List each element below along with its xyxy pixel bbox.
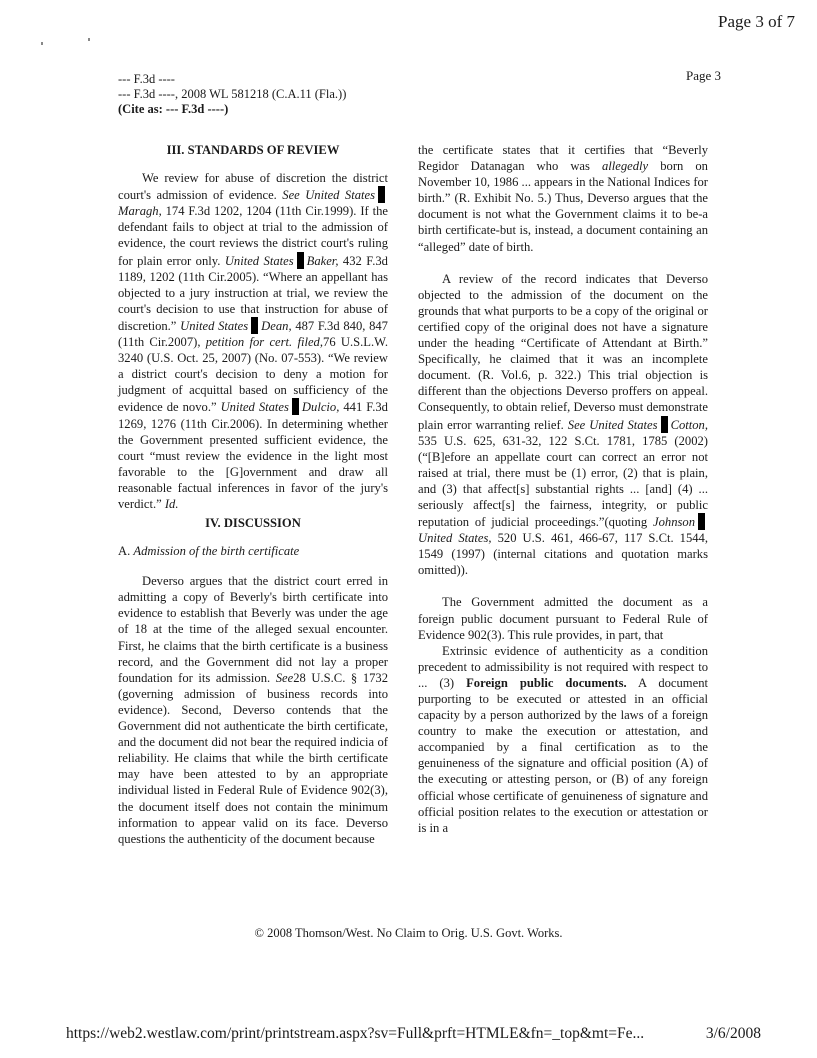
scan-speck xyxy=(41,42,43,45)
left-column-discussion xyxy=(118,515,388,847)
right-paragraph-1: the certificate states that it certifies that “Beverly Regidor Datanagan who was allegedly born on November 10, 1986 ... appears in the National Indices for birth.” (R. Exhibit No. 5.) Thus, Deverso argues that the document is not what the Government claims it to be-a birth certificate-but is, instead, a document containing an “alleged” date of birth. xyxy=(418,143,708,254)
scan-speck xyxy=(88,38,90,41)
standards-of-review-heading: III. STANDARDS OF REVIEW xyxy=(166,143,340,157)
print-url: https://web2.westlaw.com/print/printstream.aspx?sv=Full&prft=HTMLE&fn=_top&mt=Fe... xyxy=(66,1025,645,1042)
redaction-mark xyxy=(378,186,385,203)
redaction-mark xyxy=(251,317,258,334)
page-of-indicator: Page 3 of 7 xyxy=(718,12,795,31)
subheading: A. Admission of the birth certificate xyxy=(118,544,300,559)
redaction-mark xyxy=(698,513,705,530)
print-date: 3/6/2008 xyxy=(705,1025,761,1042)
redaction-mark xyxy=(292,398,299,415)
left-column-top xyxy=(118,142,388,512)
rule-quote-paragraph: Extrinsic evidence of authenticity as a condition precedent to admissibility is not required with respect to ... (3) Foreign public documents. A document purporting to be executed or attested in an official capacity by a person authorized by the laws of a foreign country to make the execution or attestation, and accompanied by a final certification as to the genuineness of the signature and official position (A) of the executing or attesting person, or (B) of any foreign official whose certificate of genuineness of signature and official position relates to the execution or attestation or is in a xyxy=(418,643,708,835)
citation-block xyxy=(118,72,346,117)
standards-paragraph: We review for abuse of discretion the district court's admission of evidence. See United StatesMaragh, 174 F.3d 1202, 1204 (11th Cir.1999). If the defendant fails to object at trial to the admission of evidence, the court reviews the district court's ruling for plain error only. United States Baker, 432 F.3d 1189, 1202 (11th Cir.2005). “Where an appellant has objected to a jury instruction at trial, we review the court's decision to use that instruction for abuse of discretion.” United States Dean, 487 F.3d 840, 847 (11th Cir.2007), petition for cert. filed,76 U.S.L.W. 3240 (U.S. Oct. 25, 2007) (No. 07-553). “We review a district court's decision to deny a motion for judgment of acquittal based on sufficiency of the evidence de novo.” United States Dulcio, 441 F.3d 1269, 1276 (11th Cir.2006). In determining whether the Government presented sufficient evidence, the court “must review the evidence in the light most favorable to the [G]overnment and draw all reasonable factual inferences in favor of the jury's verdict.” Id. xyxy=(118,171,388,511)
discussion-paragraph: Deverso argues that the district court erred in admitting a copy of Beverly's birth certificate into evidence to establish that Beverly was under the age of 18 at the time of the alleged sexual encounter. First, he claims that the birth certificate is a business record, and the Government did not lay a proper foundation for its admission. See28 U.S.C. § 1732 (governing admission of business records into evidence). Second, Deverso contends that the Government did not authenticate the birth certificate, and the document did not bear the required indicia of reliability. He claims that while the birth certificate may have been attested to by an appropriate individual listed in Federal Rule of Evidence 902(3), the document itself does not contain the minimum information to appear valid on its face. Deverso questions the authenticity of the document because xyxy=(118,574,389,846)
right-paragraph-2: A review of the record indicates that Deverso objected to the admission of the document on the grounds that what purports to be a copy of the original or certified copy of the original does not have a signature under the heading “Certificate of Attendant at Birth.” Specifically, he claimed that it was an incomplete document. (R. Vol.6, p. 322.) This trial objection is different than the objections Deverso proffers on appeal. Consequently, to obtain relief, Deverso must demonstrate plain error warranting relief. See United States Cotton, 535 U.S. 625, 631-32, 122 S.Ct. 1781, 1785 (2002) (“[B]efore an appellate court can correct an error not raised at trial, there must be (1) error, (2) that is plain, and (3) that affect[s] substantial rights ... [and] (4) ... seriously affect[s] the fairness, integrity, or public reputation of judicial proceedings.”(quoting JohnsonUnited States, 520 U.S. 461, 466-67, 117 S.Ct. 1544, 1549 (1997) (internal citations and quotation marks omitted)). xyxy=(418,271,709,578)
redaction-mark xyxy=(661,416,668,433)
right-column xyxy=(418,142,708,836)
cite-line-1: --- F.3d ---- xyxy=(118,72,175,86)
page-number: Page 3 xyxy=(685,68,721,83)
cite-line-2: --- F.3d ----, 2008 WL 581218 (C.A.11 (Fla.)) xyxy=(118,87,347,101)
copyright-notice: © 2008 Thomson/West. No Claim to Orig. U.S. Govt. Works. xyxy=(254,926,563,940)
discussion-heading: IV. DISCUSSION xyxy=(205,516,301,530)
cite-line-3: (Cite as: --- F.3d ----) xyxy=(118,102,229,116)
right-paragraph-3: The Government admitted the document as a foreign public document pursuant to Federal Rule of Evidence 902(3). This rule provides, in part, that xyxy=(418,595,708,642)
redaction-mark xyxy=(297,252,304,269)
